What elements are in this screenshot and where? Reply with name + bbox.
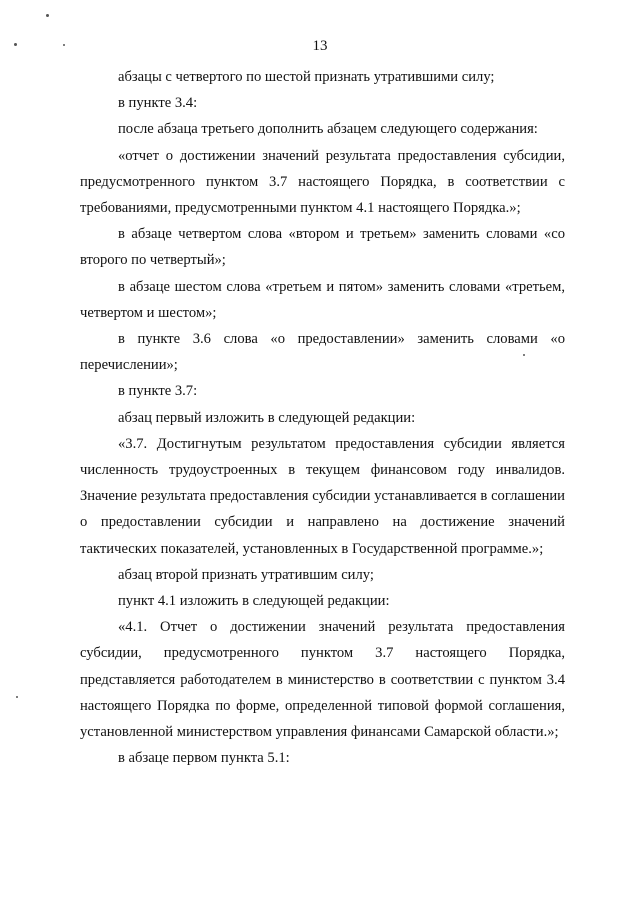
paragraph: «отчет о достижении значений результата предоставления субсидии, предусмотренного пунктом 3.7 настоящего Порядка, в соответствии с требованиями, предусмотренными пунктом 4.1 настоящего Порядка.»;	[80, 147, 565, 217]
paragraph: абзац первый изложить в следующей редакции:	[118, 409, 416, 426]
scan-speck	[14, 43, 17, 46]
scan-speck	[16, 696, 18, 698]
paragraph: после абзаца третьего дополнить абзацем следующего содержания:	[118, 121, 538, 138]
scan-speck	[63, 44, 65, 46]
paragraph: в пункте 3.7:	[118, 383, 198, 400]
paragraph: в пункте 3.6 слова «о предоставлении» заменить словами «о перечислении»;	[80, 331, 565, 374]
paragraph: пункт 4.1 изложить в следующей редакции:	[118, 593, 390, 610]
paragraph: в пункте 3.4:	[118, 95, 198, 112]
paragraph: абзац второй признать утратившим силу;	[118, 566, 374, 583]
paragraph: «4.1. Отчет о достижении значений результата предоставления субсидии, предусмотренного пунктом 3.7 настоящего Порядка, представляется работодателем в министерство в соответствии с пунктом 3.4 настоящего Порядка по форме, определенной типовой формой соглашения, установленной министерством управления финансами Самарской области.»;	[80, 619, 565, 741]
paragraph: в абзаце первом пункта 5.1:	[118, 750, 290, 767]
scan-speck	[46, 14, 49, 17]
document-body	[80, 64, 565, 771]
paragraph: в абзаце шестом слова «третьем и пятом» заменить словами «третьем, четвертом и шестом»;	[80, 278, 565, 321]
paragraph: в абзаце четвертом слова «втором и третьем» заменить словами «со второго по четвертый»;	[80, 226, 565, 269]
paragraph: абзацы с четвертого по шестой признать утратившими силу;	[118, 69, 495, 85]
paragraph: «3.7. Достигнутым результатом предоставления субсидии является численность трудоустроенных в текущем финансовом году инвалидов. Значение результата предоставления субсидии устанавливается в соглашении о предоставлении субсидии и направлено на достижение значений тактических показателей, установленных в Государственной программе.»;	[80, 435, 565, 557]
page-number: 13	[312, 38, 328, 54]
